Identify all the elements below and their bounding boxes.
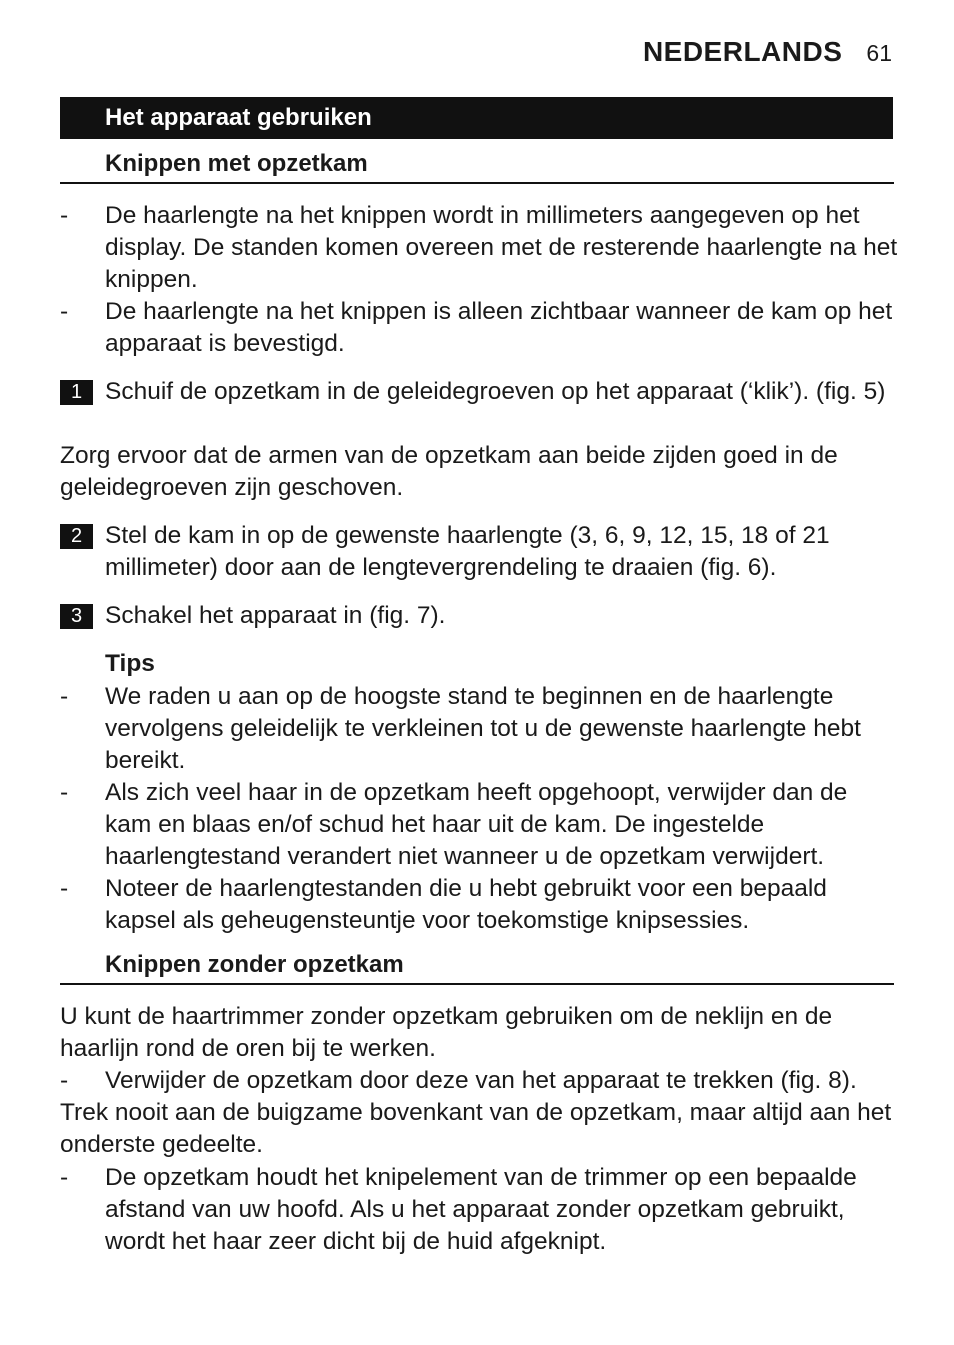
- bullet-dash: -: [60, 298, 69, 325]
- list-item: [60, 681, 900, 777]
- language-label: NEDERLANDS: [642, 36, 843, 67]
- list-item: [60, 200, 900, 296]
- bullet-text: We raden u aan op de hoogste stand te beginnen en de haarlengte vervolgens geleidelijk te verkleinen tot u de gewenste haarlengte hebt bereikt.: [105, 683, 861, 774]
- bullet-text: De opzetkam houdt het knipelement van de trimmer op een bepaalde afstand van uw hoofd. Als u het apparaat zonder opzetkam gebruikt, wordt het haar zeer dicht bij de huid afgeknipt.: [105, 1164, 857, 1255]
- list-item: [60, 777, 900, 873]
- step-1: [60, 376, 900, 408]
- page-header: [643, 36, 892, 68]
- bullet-text: Als zich veel haar in de opzetkam heeft opgehoopt, verwijder dan de kam en blaas en/of schud het haar uit de kam. De ingestelde haarlengtestand verandert niet wanneer u de opzetkam verwijdert.: [105, 779, 848, 870]
- step-2: [60, 520, 900, 584]
- bullet-text: De haarlengte na het knippen wordt in millimeters aangegeven op het display. De standen komen overeen met de resterende haarlengte na het knippen.: [105, 202, 898, 293]
- bullet-dash: -: [60, 1164, 69, 1191]
- bullet-text: De haarlengte na het knippen is alleen zichtbaar wanneer de kam op het apparaat is bevestigd.: [105, 298, 893, 357]
- subheading-knippen-met-opzetkam: Knippen met opzetkam: [60, 150, 894, 184]
- bullet-dash: -: [60, 202, 69, 229]
- list-item: [60, 1162, 900, 1258]
- tips-heading: Tips: [105, 650, 155, 677]
- bullet-text: Verwijder de opzetkam door deze van het apparaat te trekken (fig. 8).: [105, 1067, 857, 1094]
- note-text: Trek nooit aan de buigzame bovenkant van de opzetkam, maar altijd aan het onderste gedeelte.: [60, 1099, 892, 1158]
- bullet-dash: -: [60, 875, 69, 902]
- list-item: [60, 1065, 900, 1097]
- bullet-dash: -: [60, 683, 69, 710]
- section-title: Het apparaat gebruiken: [60, 97, 893, 139]
- step-number: 2: [60, 524, 93, 549]
- step-text: Schuif de opzetkam in de geleidegroeven op het apparaat (‘klik’). (fig. 5): [105, 378, 886, 405]
- step-text: Stel de kam in op de gewenste haarlengte (3, 6, 9, 12, 15, 18 of 21 millimeter) door aan de lengtevergrendeling te draaien (fig. 6).: [105, 522, 830, 581]
- subheading-knippen-zonder-opzetkam: Knippen zonder opzetkam: [60, 951, 894, 985]
- step-number: 3: [60, 604, 93, 629]
- bullet-dash: -: [60, 779, 69, 806]
- step-number: 1: [60, 380, 93, 405]
- page-number: 61: [866, 40, 892, 66]
- list-item: [60, 873, 900, 937]
- step-3: [60, 600, 900, 632]
- step-text: Schakel het apparaat in (fig. 7).: [105, 602, 446, 629]
- list-item: [60, 296, 900, 360]
- bullet-text: Noteer de haarlengtestanden die u hebt gebruikt voor een bepaald kapsel als geheugensteuntje voor toekomstige knipsessies.: [105, 875, 827, 934]
- intro-text: U kunt de haartrimmer zonder opzetkam gebruiken om de neklijn en de haarlijn rond de oren bij te werken.: [60, 1003, 833, 1062]
- step-1-note: Zorg ervoor dat de armen van de opzetkam aan beide zijden goed in de geleidegroeven zijn geschoven.: [60, 442, 838, 501]
- bullet-dash: -: [60, 1067, 69, 1094]
